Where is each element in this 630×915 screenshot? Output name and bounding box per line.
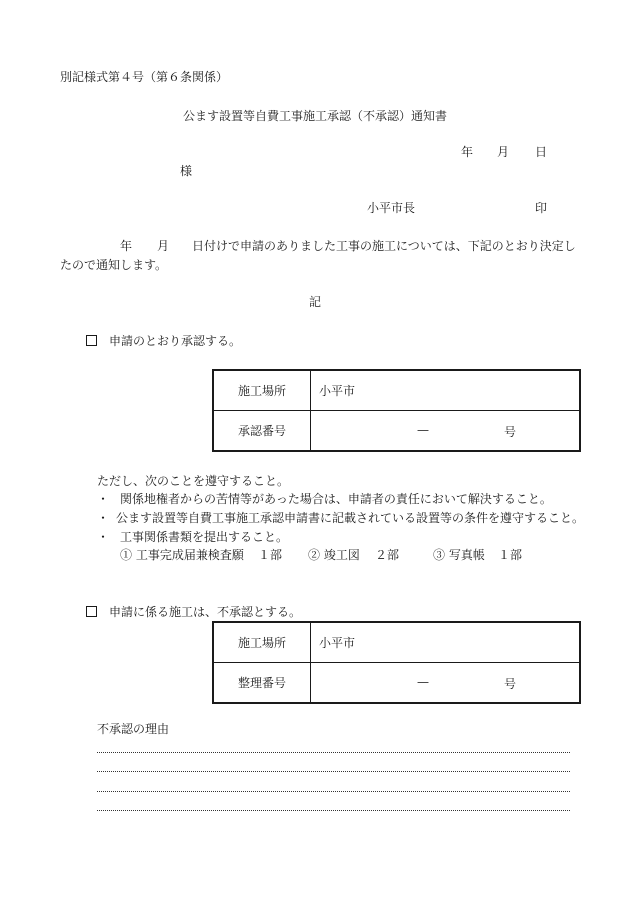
condition-bullet: ・ bbox=[97, 492, 110, 506]
document-mark: ② bbox=[308, 548, 321, 562]
document-mark: ① bbox=[120, 548, 133, 562]
document-mark: ③ bbox=[433, 548, 446, 562]
date-day: 日 bbox=[535, 145, 548, 159]
document-title: 公ます設置等自費工事施工承認（不承認）通知書 bbox=[183, 109, 448, 123]
reason-line[interactable] bbox=[97, 752, 570, 753]
document-name: 写真帳 bbox=[448, 548, 485, 562]
document-name: 竣工図 bbox=[323, 548, 360, 562]
rejection-table bbox=[212, 621, 581, 704]
issuer-name: 小平市長 bbox=[367, 201, 416, 215]
rejection-option bbox=[86, 605, 301, 619]
intro-line-1: 日付けで申請のありました工事の施工については、下記のとおり決定し bbox=[192, 239, 576, 253]
rejection-location-label: 施工場所 bbox=[213, 622, 311, 663]
condition-text: 工事関係書類を提出すること。 bbox=[120, 530, 289, 544]
reason-line[interactable] bbox=[97, 791, 570, 792]
rejection-number-suffix: 号 bbox=[504, 677, 517, 691]
condition-bullet: ・ bbox=[97, 530, 110, 544]
rejection-number-label: 整理番号 bbox=[213, 663, 311, 704]
intro-year: 年 bbox=[120, 239, 133, 253]
approval-checkbox[interactable] bbox=[86, 335, 97, 346]
addressee-suffix: 様 bbox=[180, 164, 193, 178]
rejection-checkbox[interactable] bbox=[86, 606, 97, 617]
form-number: 別記様式第４号（第６条関係） bbox=[60, 70, 229, 84]
intro-month: 月 bbox=[157, 239, 170, 253]
intro-line-2: たので通知します。 bbox=[60, 258, 168, 272]
reason-line[interactable] bbox=[97, 810, 570, 811]
approval-number-suffix: 号 bbox=[504, 425, 517, 439]
rejection-number-cell bbox=[311, 663, 581, 704]
date-month: 月 bbox=[497, 145, 510, 159]
ki-heading: 記 bbox=[309, 295, 322, 309]
document-item bbox=[308, 548, 360, 562]
document-item bbox=[433, 548, 485, 562]
approval-option bbox=[86, 334, 241, 348]
date-year: 年 bbox=[461, 145, 474, 159]
approval-table bbox=[212, 369, 581, 452]
approval-number-cell bbox=[311, 411, 581, 452]
issuer-seal: 印 bbox=[535, 201, 548, 215]
condition-text: 関係地権者からの苦情等があった場合は、申請者の責任において解決すること。 bbox=[120, 492, 552, 506]
document-count: ２部 bbox=[375, 548, 400, 562]
document-count: １部 bbox=[258, 548, 283, 562]
document-count: １部 bbox=[498, 548, 523, 562]
condition-bullet: ・ bbox=[97, 511, 110, 525]
approval-location-label: 施工場所 bbox=[213, 370, 311, 411]
condition-text: 公ます設置等自費工事施工承認申請書に記載されている設置等の条件を遵守すること。 bbox=[116, 511, 585, 525]
approval-label: 申請のとおり承認する。 bbox=[109, 334, 242, 348]
approval-number-dash: — bbox=[417, 423, 429, 437]
rejection-number-dash: — bbox=[417, 675, 429, 689]
conditions-intro: ただし、次のことを遵守すること。 bbox=[97, 474, 290, 488]
rejection-location-value: 小平市 bbox=[311, 622, 581, 663]
approval-location-value: 小平市 bbox=[311, 370, 581, 411]
rejection-label: 申請に係る施工は、不承認とする。 bbox=[109, 605, 302, 619]
rejection-reason-label: 不承認の理由 bbox=[97, 722, 170, 736]
document-name: 工事完成届兼検査願 bbox=[135, 548, 244, 562]
reason-line[interactable] bbox=[97, 771, 570, 772]
approval-number-label: 承認番号 bbox=[213, 411, 311, 452]
document-item bbox=[120, 548, 244, 562]
